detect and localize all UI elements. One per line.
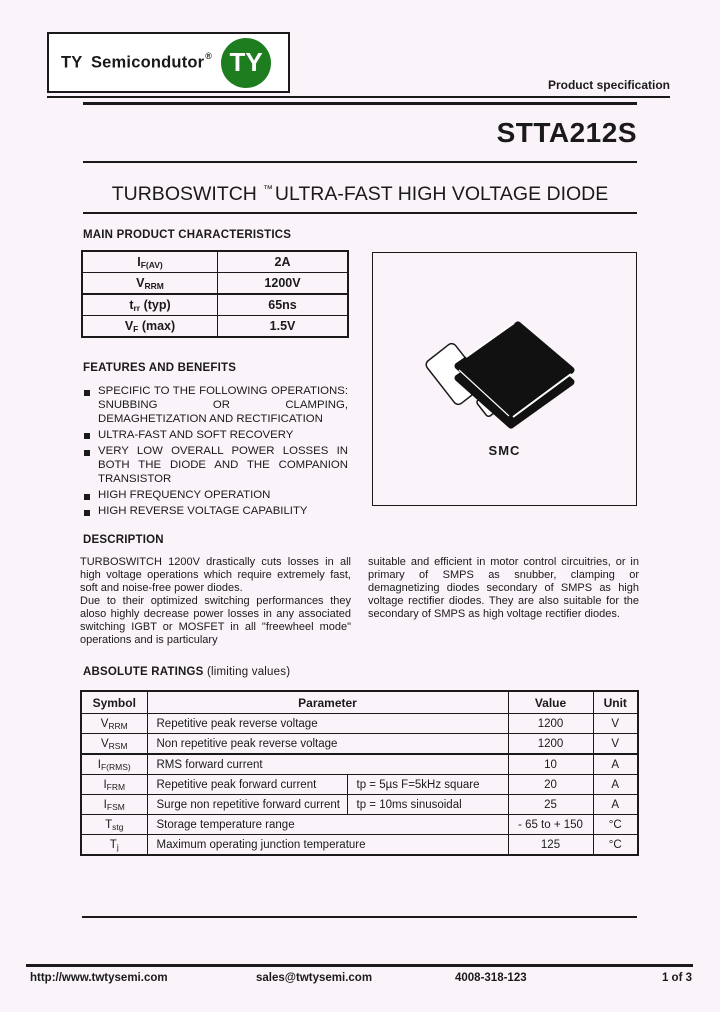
bullet-square-icon [84,494,90,500]
header-rule-thin [47,96,670,98]
absolute-ratings-heading: ABSOLUTE RATINGS (limiting values) [83,666,291,678]
column-header-parameter: Parameter [147,691,508,714]
table-row [82,251,348,273]
bullet-square-icon [84,450,90,456]
column-header-unit: Unit [593,691,638,714]
symbol-cell: $V_{RSM}$ [81,734,147,755]
description-left-column [80,556,351,647]
unit-cell: °C [593,815,638,835]
smc-package-drawing [373,253,635,504]
table-header-row [81,691,638,714]
unit-cell: V [593,714,638,734]
page-number: 1 of 3 [661,972,692,984]
unit-cell: A [593,775,638,795]
table-row [81,754,638,775]
symbol-cell: $V_{RRM}$ [81,714,147,734]
list-item: HIGH REVERSE VOLTAGE CAPABILITY [83,505,348,519]
value-cell: 2A [218,251,349,273]
main-characteristics-heading: MAIN PRODUCT CHARACTERISTICS [83,229,292,241]
list-item: VERY LOW OVERALL POWER LOSSES IN BOTH THE DIODE AND THE COMPANION TRANSISTOR [83,445,348,486]
symbol-cell: $T_{stg}$ [81,815,147,835]
condition-cell: tp = 10ms sinusoidal [347,795,508,815]
parameter-cell: Repetitive peak forward current [147,775,347,795]
description-right-column [368,556,639,621]
parameter-cell: Maximum operating junction temperature [147,835,508,856]
list-item: ULTRA-FAST AND SOFT RECOVERY [83,429,348,443]
table-row [82,294,348,316]
value-cell: 125 [508,835,593,856]
symbol-cell: $I_{FRM}$ [81,775,147,795]
rule-under-part-number [83,161,637,163]
bullet-square-icon [84,390,90,396]
symbol-cell: $t_{rr}$ (typ) [82,294,218,316]
value-cell: - 65 to + 150 [508,815,593,835]
column-header-value: Value [508,691,593,714]
footer-website: http://www.twtysemi.com [30,972,168,984]
brand-name: TY Semicondutor® [61,50,213,72]
parameter-cell: Non repetitive peak reverse voltage [147,734,508,755]
registered-mark: ® [205,50,213,61]
unit-cell: °C [593,835,638,856]
footer-rule-thick [26,964,693,967]
part-number: STTA212S [496,117,637,148]
value-cell: 20 [508,775,593,795]
symbol-cell: $V_{RRM}$ [82,273,218,295]
page-title: TURBOSWITCH ™ ULTRA-FAST HIGH VOLTAGE DIODE [111,183,609,205]
footer-phone: 4008-318-123 [455,972,527,984]
absolute-ratings-table [80,690,639,856]
parameter-cell: Surge non repetitive forward current [147,795,347,815]
description-paragraph: Due to their optimized switching performances they aloso highly decrease power losses in any associated switching IGBT or MOSFET in all "freewheel mode" operations and is particulary [80,595,351,646]
value-cell: 25 [508,795,593,815]
main-characteristics-table [81,250,349,338]
bullet-square-icon [84,510,90,516]
description-heading: DESCRIPTION [83,534,164,546]
symbol-cell: $I_{F(AV)}$ [82,251,218,273]
trademark-mark: ™ [262,184,273,195]
value-cell: 1200 [508,714,593,734]
value-cell: 1200V [218,273,349,295]
unit-cell: A [593,754,638,775]
description-paragraph: suitable and efficient in motor control circuitries, or in primary of SMPS as snubber, clamping or demagnetizing diodes secondary of SMPS as high voltage rectifier diodes. They are also suitable for the secondary of SMPS as high voltage rectifier diodes. [368,556,639,620]
features-list [83,385,348,522]
table-row [81,775,638,795]
parameter-cell: Storage temperature range [147,815,508,835]
value-cell: 10 [508,754,593,775]
parameter-cell: RMS forward current [147,754,508,775]
table-row [81,795,638,815]
symbol-cell: $T_j$ [81,835,147,856]
table-row [81,714,638,734]
unit-cell: V [593,734,638,755]
description-paragraph: TURBOSWITCH 1200V drastically cuts losses in all high voltage operations which require extremely fast, soft and noise-free power diodes. [80,556,351,594]
value-cell: 1200 [508,734,593,755]
list-item: HIGH FREQUENCY OPERATION [83,489,348,503]
column-header-symbol: Symbol [81,691,147,714]
features-heading: FEATURES AND BENEFITS [83,362,237,374]
rule-under-title [83,212,637,214]
product-specification-label: Product specification [547,78,670,92]
symbol-cell: $V_F$ (max) [82,316,218,338]
header-rule-thick [83,102,637,105]
table-row [82,316,348,338]
brand-logo-box [47,32,290,93]
footer-email: sales@twtysemi.com [256,972,373,984]
table-row [81,815,638,835]
list-item: SPECIFIC TO THE FOLLOWING OPERATIONS: SNUBBING OR CLAMPING, DEMAGHETIZATION AND RECTIFICATION [83,385,348,426]
bullet-square-icon [84,433,90,439]
condition-cell: tp = 5µs F=5kHz square [347,775,508,795]
footer-rule-thin [82,916,637,918]
package-outline-box [372,252,637,506]
symbol-cell: $I_{FSM}$ [81,795,147,815]
value-cell: 1.5V [218,316,349,338]
parameter-cell: Repetitive peak reverse voltage [147,714,508,734]
value-cell: 65ns [218,294,349,316]
unit-cell: A [593,795,638,815]
symbol-cell: $I_{F(RMS)}$ [81,754,147,775]
package-name-label: SMC [488,443,521,458]
table-row [82,273,348,295]
table-row [81,734,638,755]
table-row [81,835,638,856]
ty-logo-icon: TY [221,38,271,88]
